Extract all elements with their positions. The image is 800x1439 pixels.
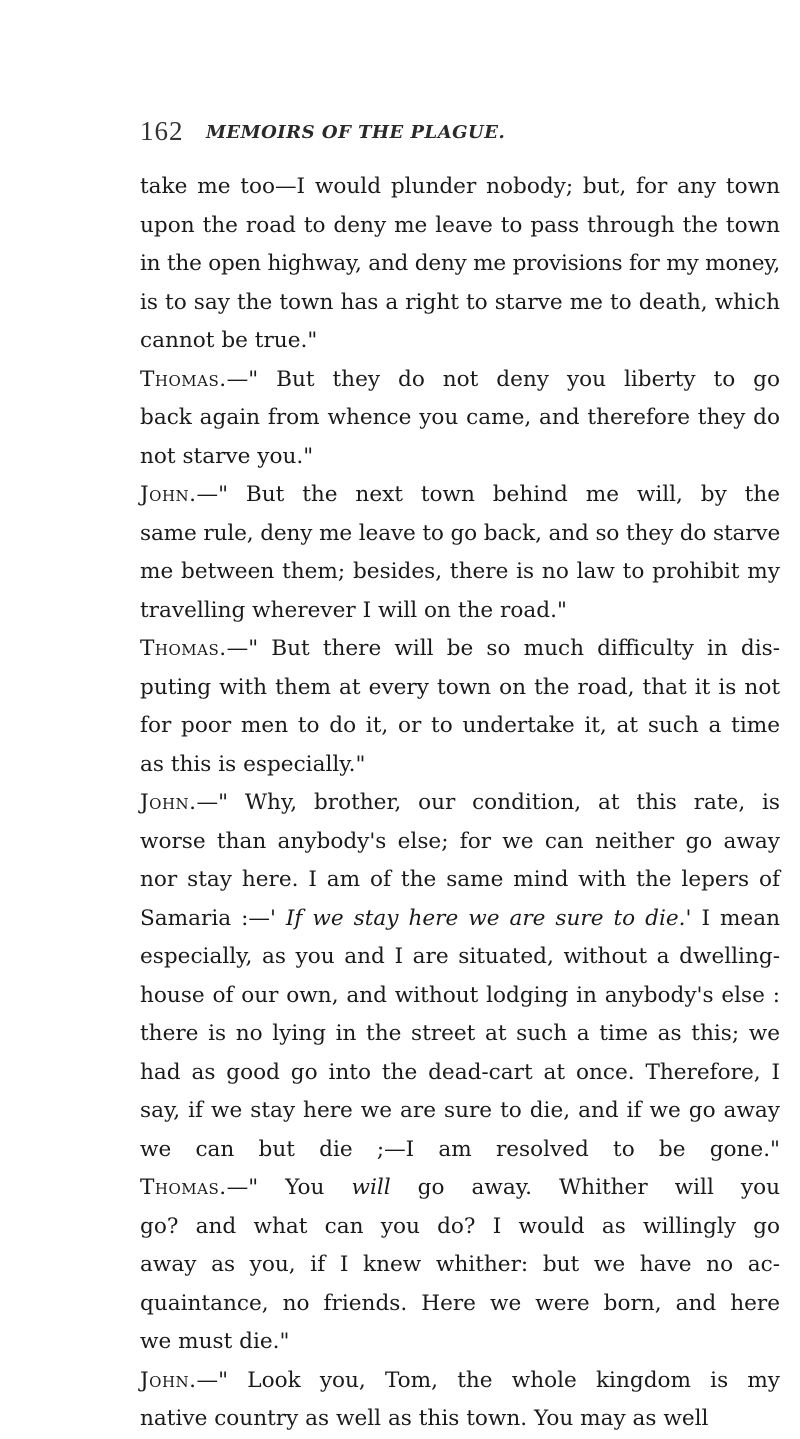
speech-text: —" But they do not deny you liberty to go xyxy=(226,366,780,392)
text-line: there is no lying in the street at such a time as this; we xyxy=(140,1021,780,1046)
text-line xyxy=(140,476,780,515)
text-line: go? and what can you do? I would as willingly go xyxy=(140,1213,780,1239)
text-line: in the open highway, and deny me provisions for my money, xyxy=(140,251,780,276)
speech-text: —" You xyxy=(226,1175,352,1200)
speaker-name: Thomas. xyxy=(140,366,227,392)
text-line: especially, as you and I are situated, without a dwelling- xyxy=(140,944,780,969)
text-line: not starve you." xyxy=(140,443,314,469)
speech-text: Samaria :—' xyxy=(140,905,286,931)
text-line: we must die." xyxy=(140,1329,290,1354)
speech-text: —" Look you, Tom, the whole kingdom is my xyxy=(196,1367,780,1393)
text-line: house of our own, and without lodging in anybody's else : xyxy=(140,982,780,1008)
speech-text: ' I mean xyxy=(685,905,780,931)
text-line: same rule, deny me leave to go back, and so they do starve xyxy=(140,520,781,546)
text-line xyxy=(140,1362,780,1401)
speech-text: —" But the next town behind me will, by the xyxy=(196,482,780,507)
speaker-name: John. xyxy=(140,790,197,815)
text-line: cannot be true." xyxy=(140,328,318,353)
text-line: say, if we stay here we are sure to die, and if we go away xyxy=(140,1098,780,1123)
text-line xyxy=(140,900,780,939)
text-line: is to say the town has a right to starve me to death, which xyxy=(140,289,780,315)
text-line: me between them; besides, there is no law to prohibit my xyxy=(140,559,780,584)
body-text xyxy=(140,168,780,1439)
text-line: take me too—I would plunder nobody; but, for any town xyxy=(140,174,780,199)
text-line: worse than anybody's else; for we can neither go away xyxy=(140,828,780,854)
italic-text: If we stay here we are sure to die. xyxy=(285,905,686,931)
text-line: native country as well as this town. You may as well xyxy=(140,1406,709,1431)
text-line: nor stay here. I am of the same mind with the lepers of xyxy=(140,867,780,892)
running-title: MEMOIRS OF THE PLAGUE. xyxy=(206,122,506,143)
running-head xyxy=(140,116,780,148)
speaker-name: John. xyxy=(140,1367,197,1393)
text-line xyxy=(140,1169,780,1208)
italic-text: will xyxy=(351,1175,391,1200)
page-number: 162 xyxy=(140,116,184,146)
text-line: for poor men to do it, or to undertake it, at such a time xyxy=(140,713,780,738)
text-line xyxy=(140,361,780,400)
speaker-name: Thomas. xyxy=(140,636,227,661)
speaker-name: John. xyxy=(140,482,197,507)
speech-text: go away. Whither will you xyxy=(390,1175,780,1200)
text-line: had as good go into the dead-cart at once. Therefore, I xyxy=(140,1059,780,1085)
text-line: puting with them at every town on the road, that it is not xyxy=(140,674,780,700)
text-line: back again from whence you came, and therefore they do xyxy=(140,405,780,430)
text-line: upon the road to deny me leave to pass through the town xyxy=(140,212,780,238)
speaker-name: Thomas. xyxy=(140,1175,227,1200)
text-line: quaintance, no friends. Here we were born, and here xyxy=(140,1290,780,1316)
text-line: we can but die ;—I am resolved to be gone." xyxy=(140,1136,780,1162)
speech-text: —" Why, brother, our condition, at this rate, is xyxy=(196,790,780,815)
text-line: away as you, if I knew whither: but we have no ac- xyxy=(140,1252,780,1277)
text-line xyxy=(140,784,780,823)
text-line: as this is especially." xyxy=(140,751,366,777)
text-line: travelling wherever I will on the road." xyxy=(140,597,567,623)
speech-text: —" But there will be so much difficulty in dis- xyxy=(226,636,780,661)
text-line xyxy=(140,630,780,669)
